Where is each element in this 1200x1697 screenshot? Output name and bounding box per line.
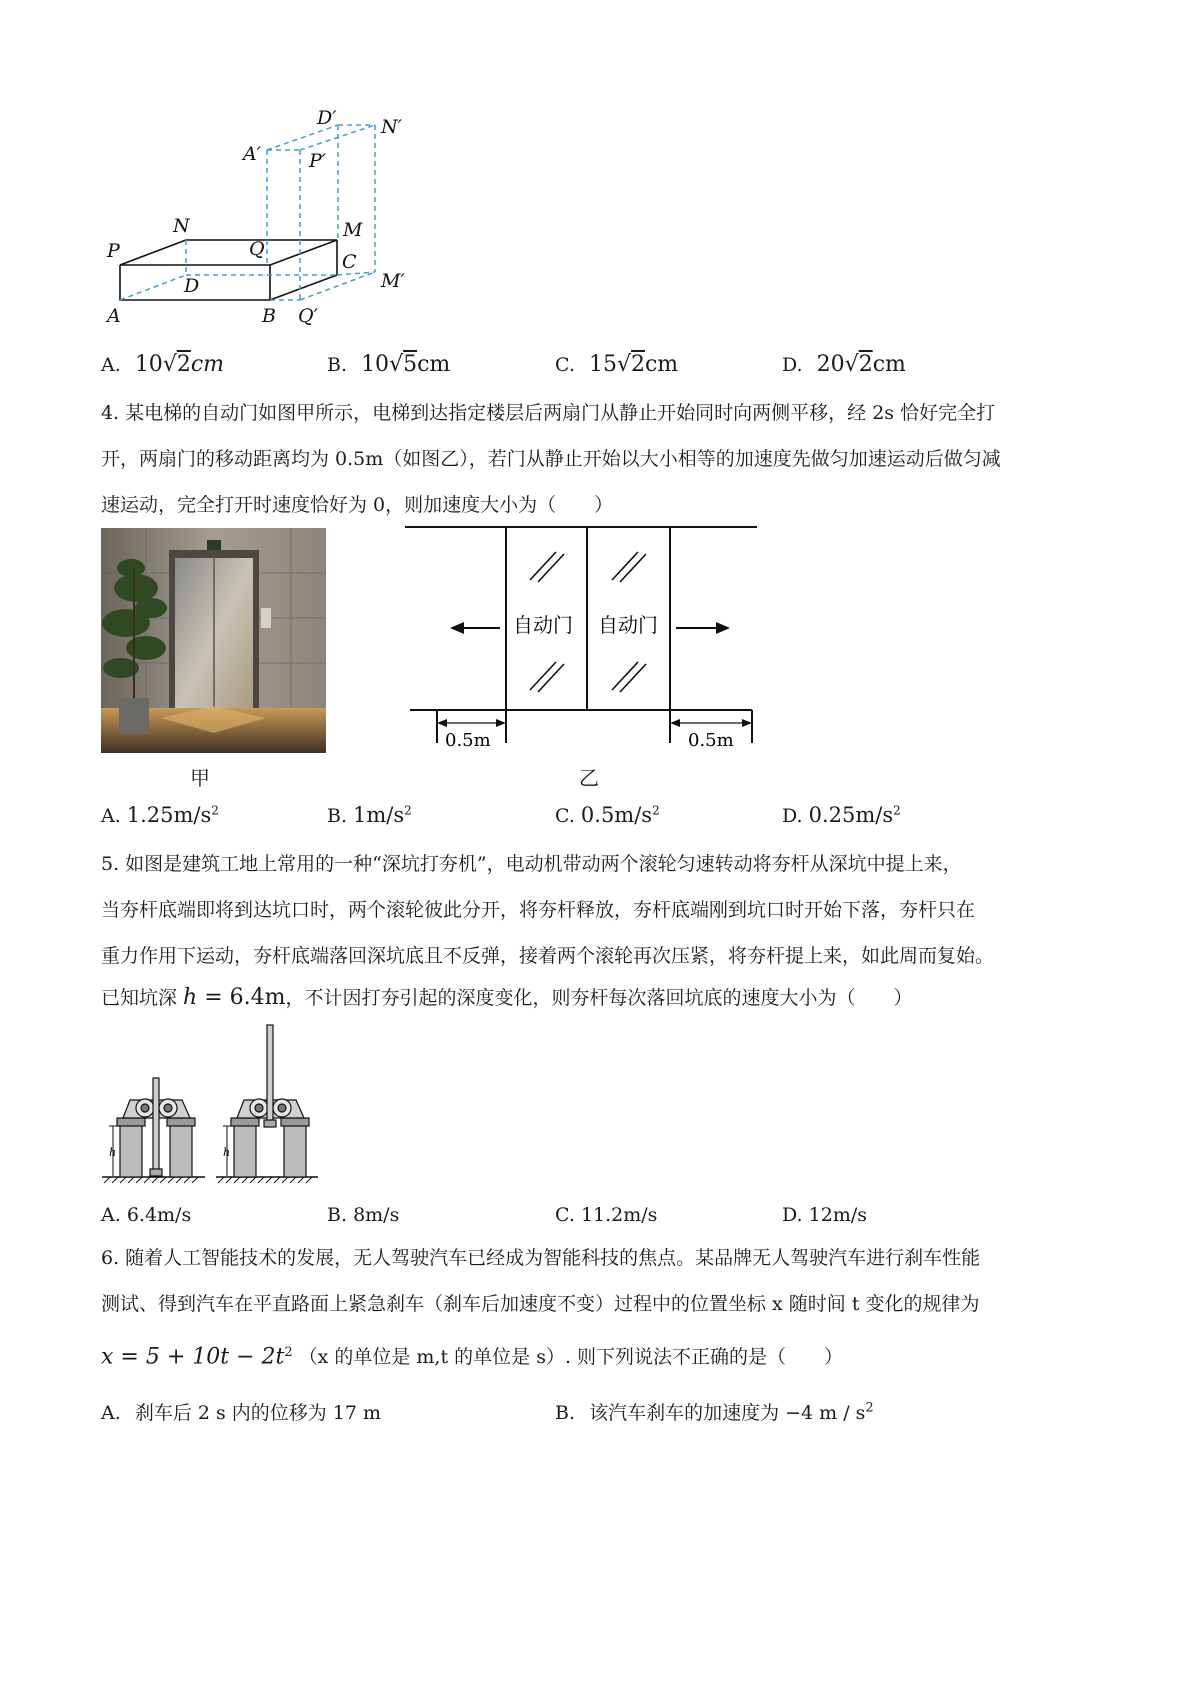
option-unit: cm [872, 352, 906, 377]
h-label-right: h [223, 1146, 231, 1159]
q6-option-b[interactable] [555, 1398, 874, 1425]
option-letter: D. [782, 1204, 803, 1226]
q4-line-2: 开，两扇门的移动距离均为 0.5m（如图乙），若门从静止开始以大小相等的加速度先做匀加速运动后做匀减 [101, 448, 1001, 470]
label-B: B [262, 305, 276, 327]
option-letter: C. [555, 354, 575, 376]
option-sup: 2 [893, 803, 901, 818]
option-value: 1.25m/s [126, 803, 212, 827]
option-sup: 2 [211, 803, 219, 818]
label-M: M [343, 219, 363, 241]
q5-option-a[interactable] [101, 1204, 191, 1226]
option-unit: cm [417, 352, 451, 377]
option-letter: A. [101, 1204, 121, 1226]
q5-line-3: 重力作用下运动，夯杆底端落回深坑底且不反弹，接着两个滚轮再次压紧，将夯杆提上来，如此周而复始。 [101, 945, 995, 967]
q3-option-a[interactable] [101, 352, 224, 377]
option-value: 1m/s [353, 803, 405, 827]
option-value: 8m/s [353, 1204, 400, 1226]
q5-line-4 [101, 975, 913, 1021]
option-sup: 2 [865, 1400, 874, 1416]
label-Mp: M′ [381, 270, 405, 292]
q5-line-2: 当夯杆底端即将到达坑口时，两个滚轮彼此分开，将夯杆释放，夯杆底端刚到坑口时开始下落，夯杆只在 [101, 899, 976, 921]
option-coef: 10 [361, 352, 390, 377]
dist-left-label: 0.5m [445, 730, 491, 751]
q3-option-d[interactable] [782, 352, 906, 377]
q6-line-1: 6. 随着人工智能技术的发展，无人驾驶汽车已经成为智能科技的焦点。某品牌无人驾驶汽车进行刹车性能 [101, 1247, 981, 1269]
label-Q: Q [249, 238, 265, 260]
label-Ap: A′ [243, 143, 262, 165]
q5-h-value: = 6.4m [197, 985, 286, 1010]
q4-line-1: 4. 某电梯的自动门如图甲所示，电梯到达指定楼层后两扇门从静止开始同时向两侧平移，经 2s 恰好完全打 [101, 402, 996, 424]
option-radicand: 2 [630, 352, 645, 377]
label-A: A [107, 305, 121, 327]
label-Pp: P′ [309, 150, 327, 172]
sqrt-sign: √ [162, 352, 177, 377]
sqrt-sign: √ [844, 352, 859, 377]
option-value: 6.4m/s [126, 1204, 192, 1226]
q5-h-symbol: h [183, 985, 198, 1010]
q6-option-a[interactable] [101, 1398, 381, 1425]
option-sup: 2 [652, 803, 660, 818]
option-letter: B. [327, 805, 348, 827]
q5-option-b[interactable] [327, 1204, 399, 1226]
label-N: N [173, 215, 190, 237]
q5-line-1: 5. 如图是建筑工地上常用的一种“深坑打夯机”，电动机带动两个滚轮匀速转动将夯杆从深坑中提上来， [101, 853, 962, 875]
option-unit: cm [190, 352, 225, 377]
option-letter: A. [101, 354, 121, 376]
option-value: 0.5m/s [580, 803, 653, 827]
q5-option-d[interactable] [782, 1204, 867, 1226]
option-radicand: 2 [858, 352, 873, 377]
option-value: 11.2m/s [580, 1204, 658, 1226]
option-value: 12m/s [808, 1204, 868, 1226]
caption-yi: 乙 [579, 766, 599, 790]
rammer-figure [100, 1020, 325, 1190]
q6-formula-sup: 2 [284, 1345, 293, 1360]
option-letter: A. [101, 1402, 121, 1424]
caption-jia: 甲 [190, 766, 210, 790]
elevator-photo [101, 528, 326, 753]
h-label-left: h [109, 1146, 117, 1159]
q6-line-2: 测试、得到汽车在平直路面上紧急刹车（刹车后加速度不变）过程中的位置坐标 x 随时间 t 变化的规律为 [101, 1293, 980, 1315]
option-value: 该汽车刹车的加速度为 −4 m / s [589, 1402, 866, 1424]
q6-line3-post: （x 的单位是 m,t 的单位是 s）. 则下列说法不正确的是（ ） [298, 1346, 844, 1369]
option-radicand: 5 [403, 352, 418, 377]
q4-option-c[interactable] [555, 803, 660, 827]
option-letter: B. [327, 1204, 348, 1226]
option-coef: 20 [816, 352, 845, 377]
option-letter: C. [555, 805, 575, 827]
q4-option-b[interactable] [327, 803, 412, 827]
option-letter: B. [555, 1402, 576, 1424]
option-letter: C. [555, 1204, 575, 1226]
label-D: D [184, 275, 200, 297]
door-right-label: 自动门 [598, 613, 658, 637]
q4-option-a[interactable] [101, 803, 219, 827]
option-radicand: 2 [176, 352, 191, 377]
label-C: C [342, 251, 357, 273]
sqrt-sign: √ [616, 352, 631, 377]
q4-line-3: 速运动，完全打开时速度恰好为 0，则加速度大小为（ ） [101, 494, 614, 516]
sqrt-sign: √ [389, 352, 404, 377]
q6-formula: x = 5 + 10t − 2t [101, 1344, 285, 1370]
q3-box-figure [100, 100, 430, 340]
option-unit: cm [644, 352, 679, 377]
label-P: P [107, 240, 120, 262]
option-letter: D. [782, 805, 803, 827]
option-letter: B. [327, 354, 348, 376]
option-coef: 10 [134, 352, 163, 377]
door-left-label: 自动门 [513, 613, 573, 637]
label-Dp: D′ [317, 107, 337, 129]
q4-option-d[interactable] [782, 803, 901, 827]
option-letter: A. [101, 805, 121, 827]
dist-right-label: 0.5m [688, 730, 734, 751]
q5-line4-post: ，不计因打夯引起的深度变化，则夯杆每次落回坑底的速度大小为（ ） [285, 987, 913, 1009]
option-sup: 2 [404, 803, 412, 818]
q3-option-c[interactable] [555, 352, 678, 377]
q6-line-3 [101, 1330, 843, 1380]
option-coef: 15 [588, 352, 617, 377]
label-Qp: Q′ [298, 305, 318, 327]
q5-line4-pre: 已知坑深 [101, 987, 184, 1009]
option-letter: D. [782, 354, 803, 376]
door-diagram [400, 520, 765, 755]
q5-option-c[interactable] [555, 1204, 657, 1226]
label-Np: N′ [381, 116, 402, 138]
option-value: 刹车后 2 s 内的位移为 17 m [134, 1402, 382, 1424]
option-value: 0.25m/s [808, 803, 894, 827]
q3-option-b[interactable] [327, 352, 450, 377]
